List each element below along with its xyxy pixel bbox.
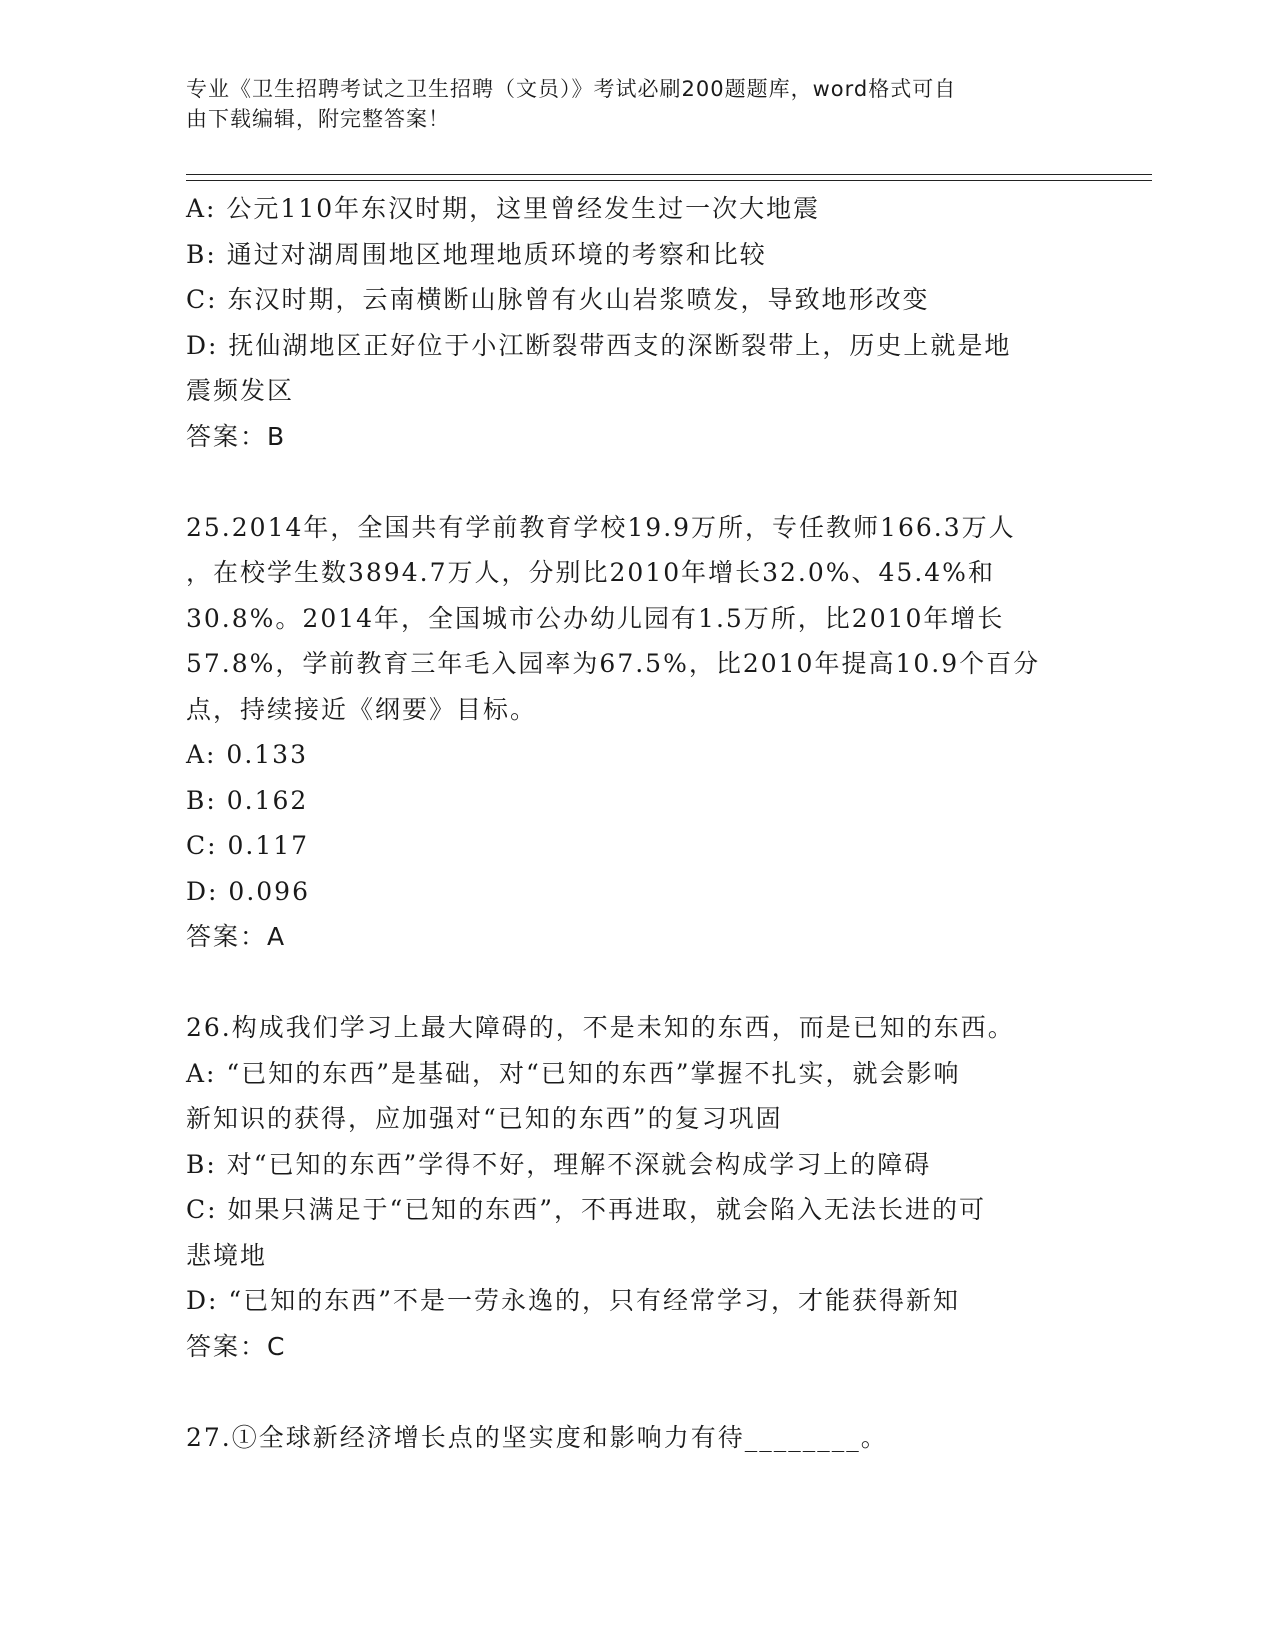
header-rule: [186, 174, 1152, 175]
header-rule: [186, 180, 1152, 181]
question-stem: 25.2014年，全国共有学前教育学校19.9万所，专任教师166.3万人: [186, 512, 1016, 542]
header-line: 专业《卫生招聘考试之卫生招聘（文员）》考试必刷200题题库，word格式可自: [186, 77, 957, 101]
option-b: B: 0.162: [186, 785, 309, 815]
question-24: [186, 186, 1086, 459]
option-b: B: 通过对湖周围地区地理地质环境的考察和比较: [186, 239, 767, 269]
option-a-continued: 新知识的获得，应加强对“已知的东西”的复习巩固: [186, 1104, 783, 1133]
question-stem: ，在校学生数3894.7万人，分别比2010年增长32.0%、45.4%和: [186, 558, 995, 587]
question-stem: 点，持续接近《纲要》目标。: [186, 694, 538, 724]
spacer: [186, 459, 1086, 505]
answer: 答案：B: [186, 421, 287, 451]
option-a: A: 公元110年东汉时期，这里曾经发生过一次大地震: [186, 194, 821, 223]
option-d: D: “已知的东西”不是一劳永逸的，只有经常学习，才能获得新知: [186, 1286, 960, 1315]
option-c-continued: 悲境地: [186, 1240, 268, 1270]
spacer: [186, 960, 1086, 1006]
answer: 答案：A: [186, 922, 287, 951]
option-a: A: “已知的东西”是基础，对“已知的东西”掌握不扎实，就会影响: [186, 1058, 961, 1088]
question-26: [186, 1005, 1086, 1369]
option-b: B: 对“已知的东西”学得不好，理解不深就会构成学习上的障碍: [186, 1149, 932, 1179]
document-body: [186, 186, 1086, 1460]
option-d: D: 抚仙湖地区正好位于小江断裂带西支的深断裂带上，历史上就是地: [186, 330, 1012, 360]
option-a: A: 0.133: [186, 740, 308, 769]
header-line: 由下载编辑，附完整答案！: [186, 107, 450, 131]
option-d: D: 0.096: [186, 876, 310, 906]
option-c: C: 如果只满足于“已知的东西”，不再进取，就会陷入无法长进的可: [186, 1195, 987, 1224]
question-27: [186, 1415, 1086, 1461]
question-stem: 30.8%。2014年，全国城市公办幼儿园有1.5万所，比2010年增长: [186, 603, 1005, 633]
option-c: C: 东汉时期，云南横断山脉曾有火山岩浆喷发，导致地形改变: [186, 285, 930, 314]
option-d-continued: 震频发区: [186, 376, 295, 405]
question-stem: 27.①全球新经济增长点的坚实度和影响力有待________。: [186, 1422, 888, 1452]
question-stem: 57.8%，学前教育三年毛入园率为67.5%，比2010年提高10.9个百分: [186, 649, 1041, 678]
document-header: [186, 74, 1066, 134]
question-25: [186, 505, 1086, 960]
spacer: [186, 1369, 1086, 1415]
question-stem: 26.构成我们学习上最大障碍的，不是未知的东西，而是已知的东西。: [186, 1013, 1015, 1042]
option-c: C: 0.117: [186, 831, 310, 860]
answer: 答案：C: [186, 1331, 287, 1361]
